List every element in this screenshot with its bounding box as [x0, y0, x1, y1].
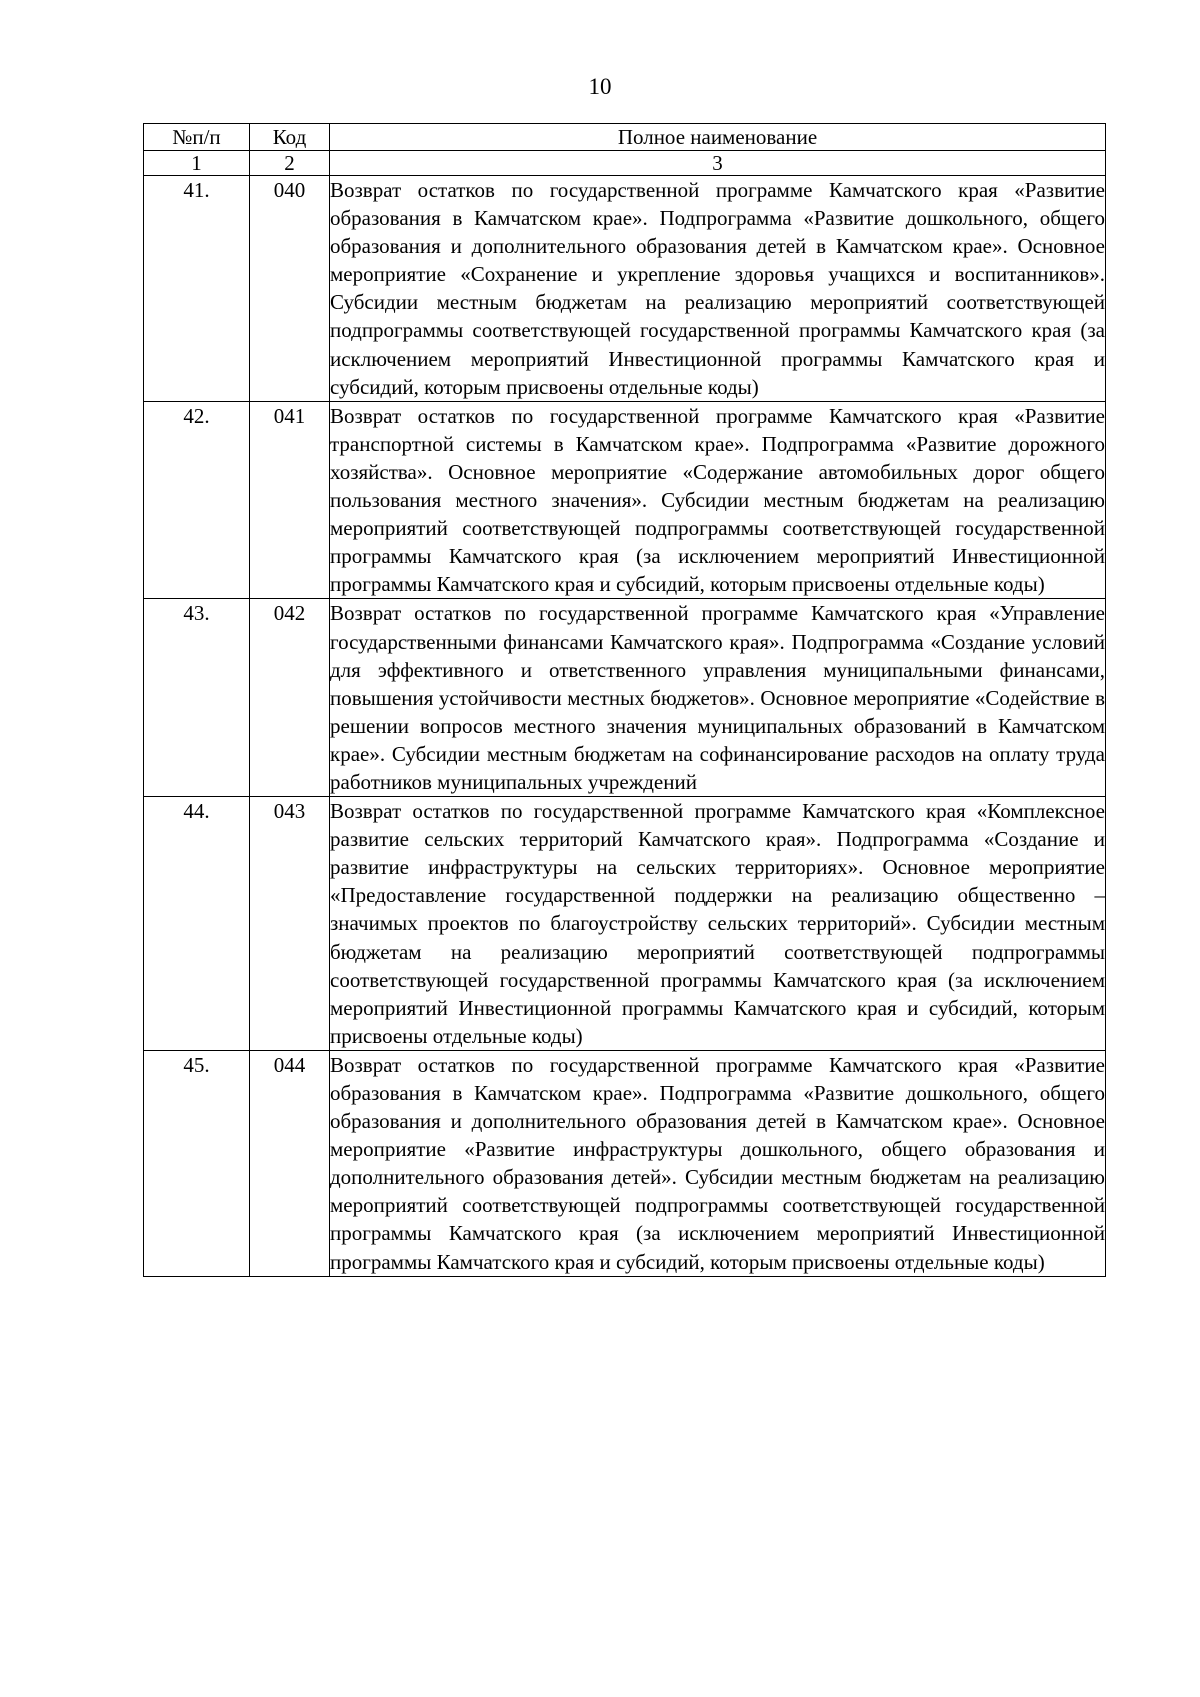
page-number: 10 — [588, 74, 612, 99]
row-code: 043 — [250, 797, 330, 1051]
table-row — [144, 1050, 1106, 1276]
header-index: №п/п — [144, 124, 250, 151]
table-row — [144, 599, 1106, 797]
header-code: Код — [250, 124, 330, 151]
row-description: Возврат остатков по государственной программе Камчатского края «Комплексное развитие сельских территорий Камчатского края». Подпрограмма «Создание и развитие инфраструктуры на сельских территориях». Основное мероприятие «Предоставление государственной поддержки на реализацию общественно – значимых проектов по благоустройству сельских территорий». Субсидии местным бюджетам на реализацию мероприятий соответствующей подпрограммы соответствующей государственной программы Камчатского края (за исключением мероприятий Инвестиционной программы Камчатского края и субсидий, которым присвоены отдельные коды) — [330, 797, 1106, 1051]
row-code: 042 — [250, 599, 330, 797]
row-index: 43. — [144, 599, 250, 797]
row-index: 41. — [144, 176, 250, 402]
table-row — [144, 176, 1106, 402]
row-index: 42. — [144, 401, 250, 599]
column-number: 2 — [250, 151, 330, 176]
row-code: 040 — [250, 176, 330, 402]
row-description: Возврат остатков по государственной программе Камчатского края «Управление государственными финансами Камчатского края». Подпрограмма «Создание условий для эффективного и ответственного управления муниципальными финансами, повышения устойчивости местных бюджетов». Основное мероприятие «Содействие в решении вопросов местного значения муниципальных образований в Камчатском крае». Субсидии местным бюджетам на софинансирование расходов на оплату труда работников муниципальных учреждений — [330, 599, 1106, 797]
row-code: 041 — [250, 401, 330, 599]
header-full-name: Полное наименование — [330, 124, 1106, 151]
column-number: 1 — [144, 151, 250, 176]
table-row — [144, 797, 1106, 1051]
row-description: Возврат остатков по государственной программе Камчатского края «Развитие образования в Камчатском крае». Подпрограмма «Развитие дошкольного, общего образования и дополнительного образования детей в Камчатском крае». Основное мероприятие «Сохранение и укрепление здоровья учащихся и воспитанников». Субсидии местным бюджетам на реализацию мероприятий соответствующей подпрограммы соответствующей государственной программы Камчатского края (за исключением мероприятий Инвестиционной программы Камчатского края и субсидий, которым присвоены отдельные коды) — [330, 176, 1106, 402]
column-number: 3 — [330, 151, 1106, 176]
row-index: 45. — [144, 1050, 250, 1276]
row-description: Возврат остатков по государственной программе Камчатского края «Развитие транспортной системы в Камчатском крае». Подпрограмма «Развитие дорожного хозяйства». Основное мероприятие «Содержание автомобильных дорог общего пользования местного значения». Субсидии местным бюджетам на реализацию мероприятий соответствующей подпрограммы соответствующей государственной программы Камчатского края (за исключением мероприятий Инвестиционной программы Камчатского края и субсидий, которым присвоены отдельные коды) — [330, 401, 1106, 599]
row-code: 044 — [250, 1050, 330, 1276]
codes-table — [143, 123, 1106, 1277]
table-header-row — [144, 124, 1106, 151]
table-row — [144, 401, 1106, 599]
row-index: 44. — [144, 797, 250, 1051]
row-description: Возврат остатков по государственной программе Камчатского края «Развитие образования в Камчатском крае». Подпрограмма «Развитие дошкольного, общего образования и дополнительного образования детей в Камчатском крае». Основное мероприятие «Развитие инфраструктуры дошкольного, общего образования и дополнительного образования детей». Субсидии местным бюджетам на реализацию мероприятий соответствующей подпрограммы соответствующей государственной программы Камчатского края (за исключением мероприятий Инвестиционной программы Камчатского края и субсидий, которым присвоены отдельные коды) — [330, 1050, 1106, 1276]
column-numbers-row — [144, 151, 1106, 176]
